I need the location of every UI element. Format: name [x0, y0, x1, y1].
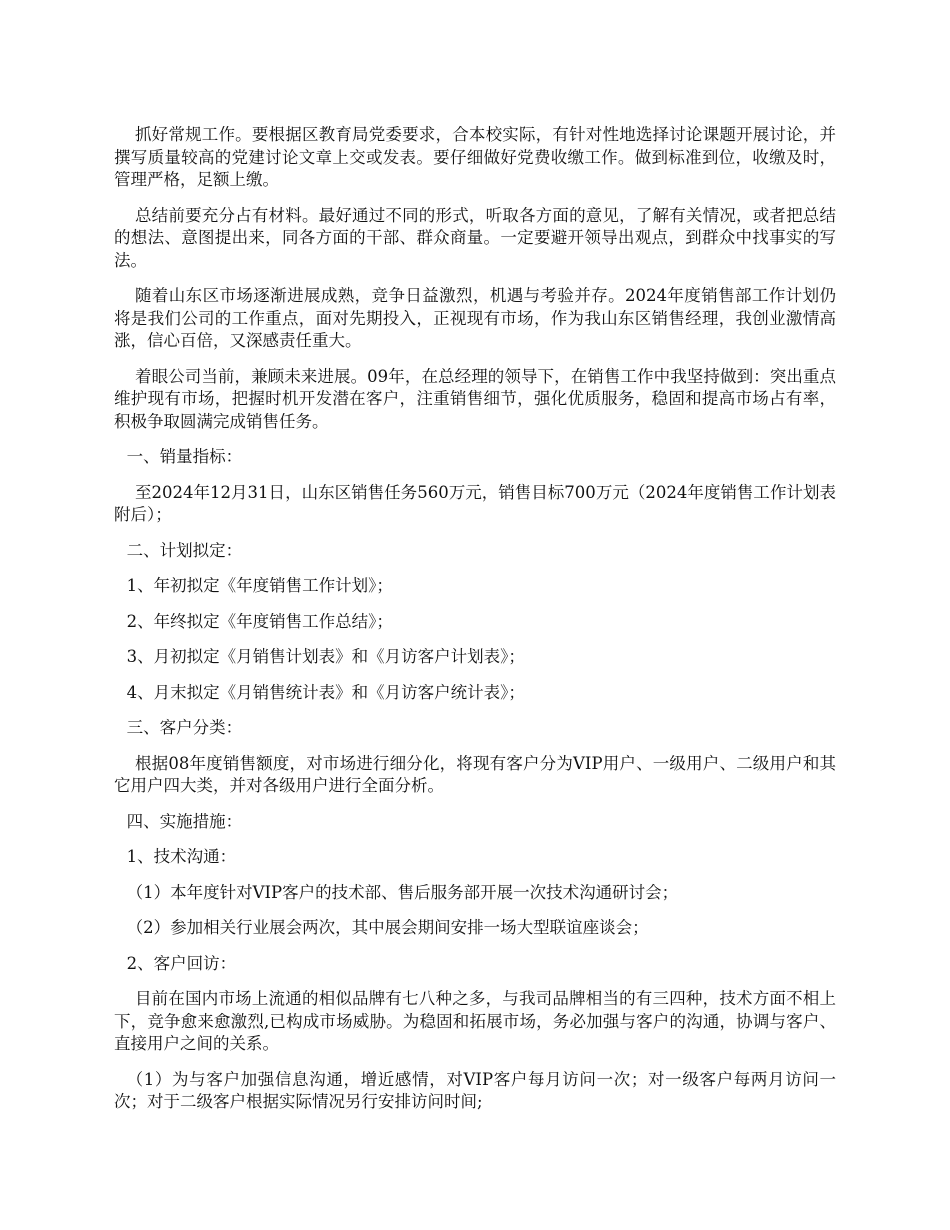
paragraph: 抓好常规工作。要根据区教育局党委要求，合本校实际，有针对性地选择讨论课题开展讨论，并撰写质量较高的党建讨论文章上交或发表。要仔细做好党费收缴工作。做到标准到位，收缴及时，管理严格，足额上缴。: [114, 125, 836, 189]
subsection-heading: 2、客户回访：: [126, 953, 237, 973]
list-item: 2、年终拟定《年度销售工作总结》；: [126, 611, 393, 631]
subsection-heading: 1、技术沟通：: [126, 847, 237, 866]
section-heading: 四、实施措施：: [126, 811, 243, 831]
paragraph: 目前在国内市场上流通的相似品牌有七八种之多，与我司品牌相当的有三四种，技术方面不相上下，竞争愈来愈激烈,已构成市场威胁。为稳固和拓展市场，务必加强与客户的沟通，协调与客户、直接用户之间的关系。: [114, 989, 836, 1053]
section-heading: 一、销量指标：: [126, 447, 243, 466]
list-item: 1、年初拟定《年度销售工作计划》；: [126, 576, 393, 595]
list-item: 3、月初拟定《月销售计划表》和《月访客户计划表》；: [126, 647, 525, 666]
list-item: （2）参加相关行业展会两次，其中展会期间安排一场大型联谊座谈会；: [126, 918, 649, 937]
list-item: （1）为与客户加强信息沟通，增近感情，对VIP客户每月访问一次；对一级客户每两月访问一次；对于二级客户根据实际情况另行安排访问时间;: [114, 1069, 836, 1111]
list-item: 4、月末拟定《月销售统计表》和《月访客户统计表》；: [126, 682, 525, 702]
paragraph: 着眼公司当前，兼顾未来进展。09年，在总经理的领导下，在销售工作中我坚持做到：突出重点维护现有市场，把握时机开发潜在客户，注重销售细节，强化优质服务，稳固和提高市场占有率，积极争取圆满完成销售任务。: [114, 366, 836, 431]
section-heading: 三、客户分类：: [126, 718, 243, 737]
document-page: [114, 124, 836, 1127]
list-item: （1）本年度针对VIP客户的技术部、售后服务部开展一次技术沟通研讨会；: [126, 882, 679, 902]
paragraph: 总结前要充分占有材料。最好通过不同的形式，听取各方面的意见，了解有关情况，或者把总结的想法、意图提出来，同各方面的干部、群众商量。一定要避开领导出观点，到群众中找事实的写法。: [114, 205, 836, 270]
section-heading: 二、计划拟定：: [126, 540, 243, 560]
paragraph: 随着山东区市场逐渐进展成熟，竞争日益激烈，机遇与考验并存。2024年度销售部工作计划仍将是我们公司的工作重点，面对先期投入，正视现有市场，作为我山东区销售经理，我创业激情高涨，信心百倍，又深感责任重大。: [114, 286, 836, 350]
paragraph: 根据08年度销售额度，对市场进行细分化，将现有客户分为VIP用户、一级用户、二级用户和其它用户四大类，并对各级用户进行全面分析。: [114, 753, 836, 795]
paragraph: 至2024年12月31日，山东区销售任务560万元，销售目标700万元（2024年度销售工作计划表附后）；: [114, 482, 836, 524]
